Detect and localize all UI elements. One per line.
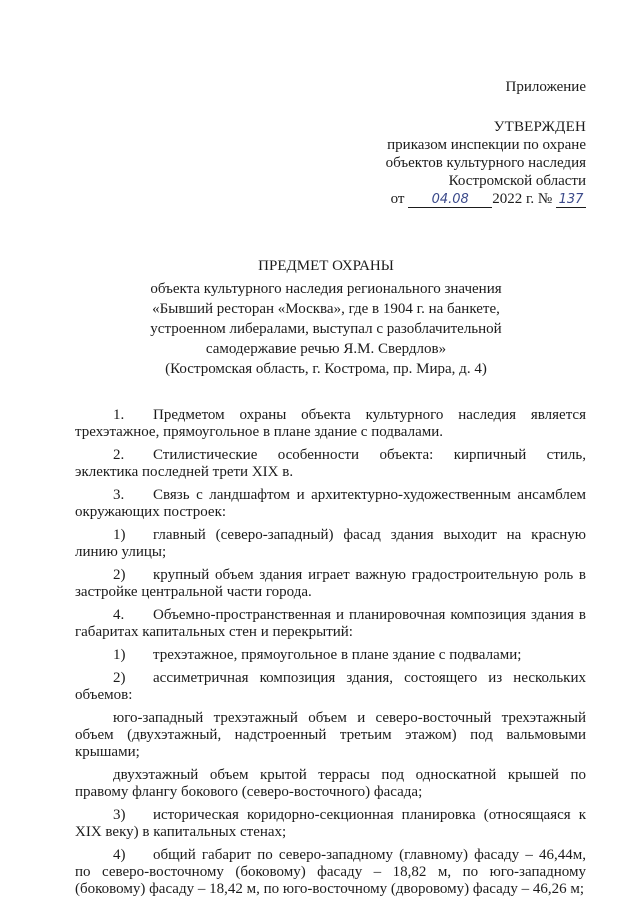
list-item (75, 487, 586, 521)
approved-line: Костромской области (448, 173, 586, 189)
year-number-label: 2022 г. № (492, 191, 553, 207)
document-body (75, 407, 586, 904)
item-text: Объемно-пространственная и планировочная композиция здания в габаритах капитальных стен и перекрытий: (75, 607, 586, 640)
item-text: ассиметричная композиция здания, состоящего из нескольких объемов: (75, 670, 586, 703)
item-text: главный (северо-западный) фасад здания выходит на красную линию улицы; (75, 527, 586, 560)
document-title: ПРЕДМЕТ ОХРАНЫ (258, 258, 394, 274)
list-item (75, 670, 586, 704)
approval-block (386, 118, 586, 208)
list-item (75, 607, 586, 641)
list-item (75, 447, 586, 481)
item-number: 2) (113, 567, 126, 583)
item-number: 2. (113, 447, 125, 463)
handwritten-number: 137 (556, 193, 586, 208)
title-line: устроенном либералами, выступал с разоблачительной (150, 321, 502, 337)
item-number: 3. (113, 487, 125, 503)
item-number: 4) (113, 847, 126, 863)
item-number: 1) (113, 527, 126, 543)
item-number: 4. (113, 607, 125, 623)
handwritten-date: 04.08 (408, 193, 492, 208)
item-text: трехэтажное, прямоугольное в плане здание с подвалами; (153, 647, 522, 663)
list-item (75, 767, 586, 801)
approved-line: объектов культурного наследия (385, 155, 586, 171)
title-line: объекта культурного наследия регионального значения (150, 281, 502, 297)
list-item (75, 710, 586, 761)
item-text: общий габарит по северо-западному (главному) фасаду – 46,44м, по северо-восточному (боковому) фасаду – 18,82 м, по юго-западному (боковому) фасаду – 18,42 м, по юго-восточному (дворовому) фасаду – 46,26 м; (75, 847, 586, 897)
list-item (75, 847, 586, 898)
item-number: 1. (113, 407, 125, 423)
item-number: 3) (113, 807, 126, 823)
item-text: Стилистические особенности объекта: кирпичный стиль, эклектика последней трети XIX в. (75, 447, 586, 480)
item-text: юго-западный трехэтажный объем и северо-восточный трехэтажный объем (двухэтажный, надстроенный третьим этажом) под вальмовыми крышами; (75, 710, 586, 760)
approval-date-line (386, 190, 586, 208)
list-item (75, 527, 586, 561)
list-item (75, 407, 586, 441)
item-number: 2) (113, 670, 126, 686)
item-text: двухэтажный объем крытой террасы под односкатной крышей по правому флангу бокового (северо-восточного) фасада; (75, 767, 586, 800)
title-line: (Костромская область, г. Кострома, пр. Мира, д. 4) (165, 361, 487, 377)
item-text: Связь с ландшафтом и архитектурно-художественным ансамблем окружающих построек: (75, 487, 586, 520)
item-text: крупный объем здания играет важную градостроительную роль в застройке центральной части города. (75, 567, 586, 600)
date-prefix: от (390, 191, 405, 207)
list-item (75, 647, 586, 664)
approved-title: УТВЕРЖДЕН (493, 119, 586, 135)
item-text: Предметом охраны объекта культурного наследия является трехэтажное, прямоугольное в плане здание с подвалами. (75, 407, 586, 440)
list-item (75, 567, 586, 601)
item-text: историческая коридорно-секционная планировка (относящаяся к XIX веку) в капитальных стенах; (75, 807, 586, 840)
title-line: самодержавие речью Я.М. Свердлов» (205, 341, 447, 357)
document-title-block (100, 256, 552, 379)
appendix-text: Приложение (505, 79, 586, 95)
title-line: «Бывший ресторан «Москва», где в 1904 г. на банкете, (152, 301, 500, 317)
appendix-label (505, 78, 586, 96)
list-item (75, 807, 586, 841)
approved-line: приказом инспекции по охране (387, 137, 586, 153)
item-number: 1) (113, 647, 126, 663)
